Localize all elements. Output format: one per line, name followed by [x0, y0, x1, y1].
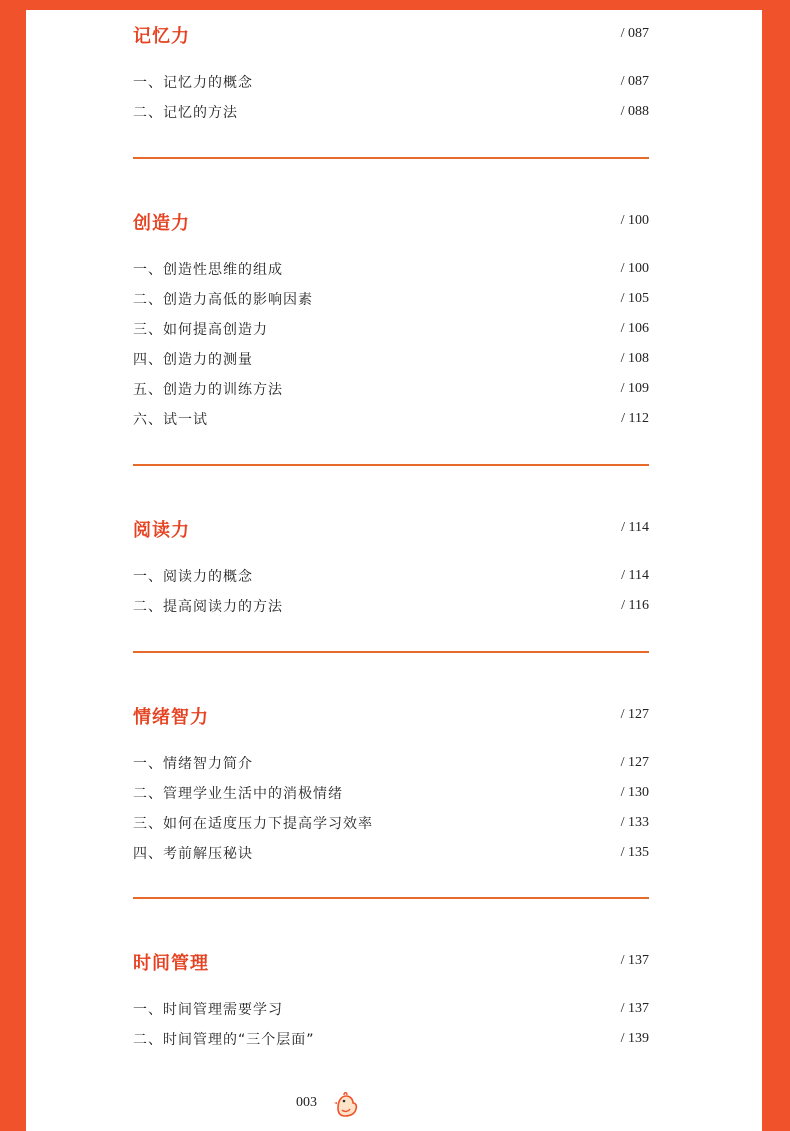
toc-item[interactable]	[133, 843, 649, 873]
toc-section-emotional-intelligence	[133, 703, 649, 873]
toc-item[interactable]	[133, 999, 649, 1029]
toc-item-label: 一、创造性思维的组成	[133, 262, 283, 278]
section-title: 时间管理	[133, 953, 209, 974]
toc-item[interactable]	[133, 319, 649, 349]
toc-item-label: 三、如何在适度压力下提高学习效率	[133, 816, 373, 832]
right-border	[762, 0, 790, 1131]
toc-item-label: 二、管理学业生活中的消极情绪	[133, 786, 343, 802]
toc-item[interactable]	[133, 102, 649, 132]
left-border	[0, 0, 26, 1131]
section-page-number: / 127	[620, 707, 649, 722]
toc-section-memory	[133, 22, 649, 132]
toc-item-page: / 130	[620, 785, 649, 800]
section-divider	[133, 651, 649, 653]
section-header[interactable]	[133, 949, 649, 979]
section-divider	[133, 464, 649, 466]
toc-item-page: / 114	[621, 568, 649, 583]
toc-section-reading	[133, 516, 649, 626]
page-number: 003	[296, 1095, 317, 1110]
toc-item[interactable]	[133, 349, 649, 379]
section-divider	[133, 897, 649, 899]
section-title: 创造力	[133, 213, 190, 234]
section-title: 阅读力	[133, 520, 190, 541]
toc-item[interactable]	[133, 72, 649, 102]
toc-item-page: / 139	[620, 1031, 649, 1046]
toc-item-label: 二、提高阅读力的方法	[133, 599, 283, 615]
toc-section-creativity	[133, 209, 649, 439]
toc-item-page: / 116	[621, 598, 649, 613]
section-page-number: / 137	[620, 953, 649, 968]
toc-item-page: / 135	[620, 845, 649, 860]
toc-item[interactable]	[133, 379, 649, 409]
toc-item-page: / 087	[620, 74, 649, 89]
toc-item-label: 六、试一试	[133, 412, 208, 428]
toc-item-label: 二、时间管理的“三个层面”	[133, 1032, 315, 1048]
toc-item-label: 一、时间管理需要学习	[133, 1002, 283, 1018]
section-header[interactable]	[133, 703, 649, 733]
toc-item-label: 一、阅读力的概念	[133, 569, 253, 585]
toc-item[interactable]	[133, 566, 649, 596]
section-page-number: / 100	[620, 213, 649, 228]
toc-item-page: / 127	[620, 755, 649, 770]
section-page-number: / 087	[620, 26, 649, 41]
toc-item[interactable]	[133, 409, 649, 439]
top-border	[0, 0, 790, 10]
section-page-number: / 114	[621, 520, 649, 535]
toc-item-page: / 108	[620, 351, 649, 366]
section-header[interactable]	[133, 22, 649, 52]
toc-item-label: 一、记忆力的概念	[133, 75, 253, 91]
toc-item-label: 二、记忆的方法	[133, 105, 238, 121]
toc-item[interactable]	[133, 259, 649, 289]
toc-item[interactable]	[133, 1029, 649, 1059]
toc-item-page: / 109	[620, 381, 649, 396]
toc-item-label: 三、如何提高创造力	[133, 322, 268, 338]
toc-item[interactable]	[133, 753, 649, 783]
toc-item-page: / 133	[620, 815, 649, 830]
toc-section-time-management	[133, 949, 649, 1059]
section-header[interactable]	[133, 209, 649, 239]
toc-item-page: / 137	[620, 1001, 649, 1016]
toc-item-label: 二、创造力高低的影响因素	[133, 292, 313, 308]
toc-item[interactable]	[133, 289, 649, 319]
section-divider	[133, 157, 649, 159]
toc-item-label: 一、情绪智力简介	[133, 756, 253, 772]
chick-icon	[330, 1090, 360, 1120]
toc-item-page: / 112	[621, 411, 649, 426]
section-title: 记忆力	[133, 26, 190, 47]
toc-item-label: 五、创造力的训练方法	[133, 382, 283, 398]
toc-item-page: / 088	[620, 104, 649, 119]
toc-item[interactable]	[133, 596, 649, 626]
toc-item-page: / 106	[620, 321, 649, 336]
toc-item-label: 四、考前解压秘诀	[133, 846, 253, 862]
toc-item-page: / 105	[620, 291, 649, 306]
toc-item[interactable]	[133, 783, 649, 813]
toc-item[interactable]	[133, 813, 649, 843]
toc-item-page: / 100	[620, 261, 649, 276]
section-title: 情绪智力	[133, 707, 209, 728]
section-header[interactable]	[133, 516, 649, 546]
toc-item-label: 四、创造力的测量	[133, 352, 253, 368]
